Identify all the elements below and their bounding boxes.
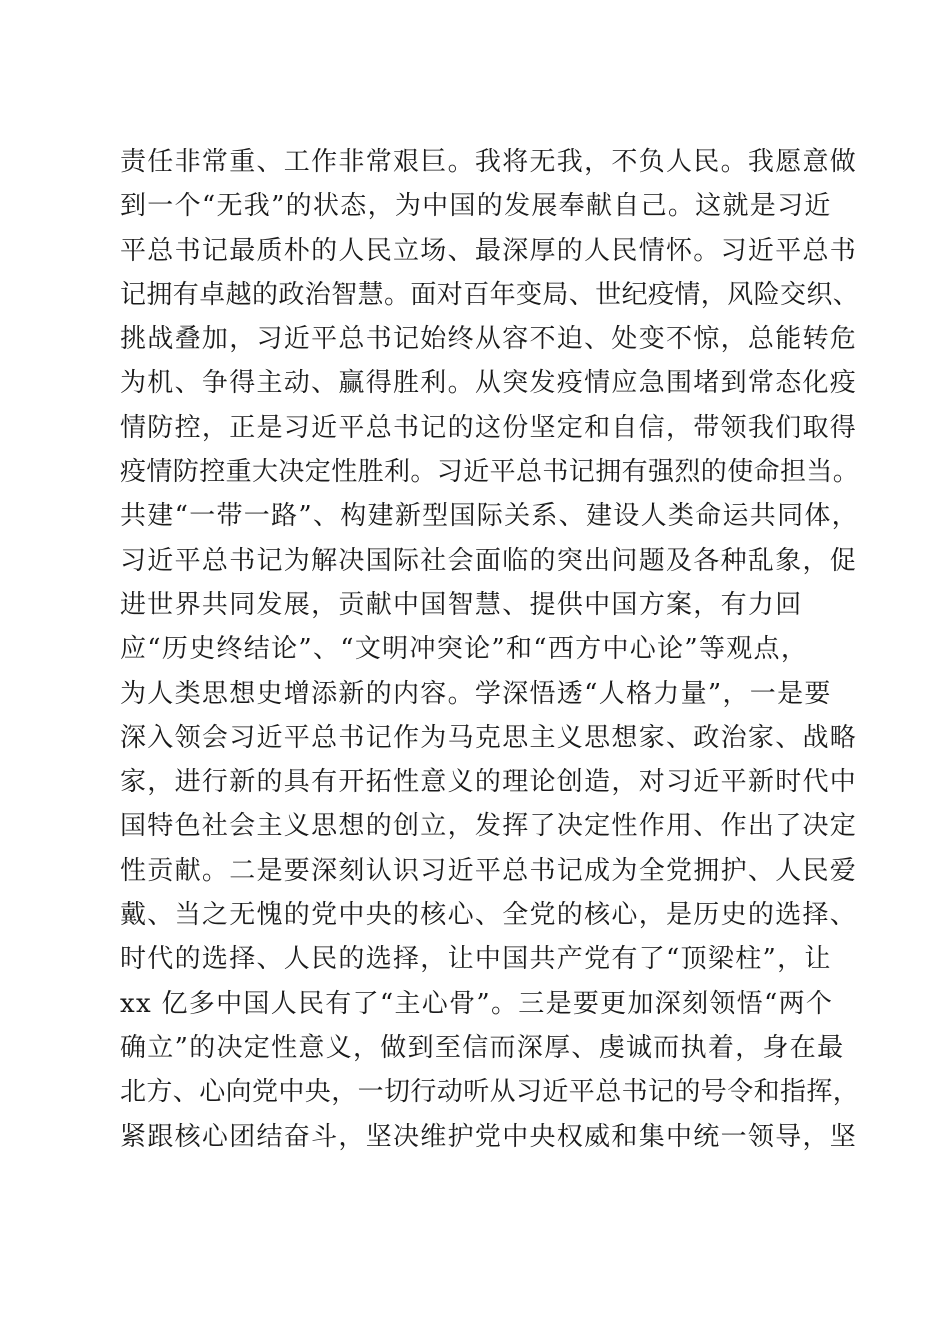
text-line: 北方、心向党中央，一切行动听从习近平总书记的号令和指挥， <box>120 1077 860 1108</box>
text-line: 为人类思想史增添新的内容。学深悟透“人格力量”，一是要 <box>120 678 832 709</box>
text-line: 平总书记最质朴的人民立场、最深厚的人民情怀。习近平总书 <box>120 235 858 266</box>
text-line: 到一个“无我”的状态，为中国的发展奉献自己。这就是习近 <box>120 191 832 222</box>
text-line: 家，进行新的具有开拓性意义的理论创造，对习近平新时代中 <box>120 767 858 798</box>
text-line: 国特色社会主义思想的创立，发挥了决定性作用、作出了决定 <box>120 811 858 842</box>
text-line: 紧跟核心团结奋斗，坚决维护党中央权威和集中统一领导，坚 <box>120 1121 858 1152</box>
text-line: 确立”的决定性意义，做到至信而深厚、虔诚而执着，身在最 <box>120 1032 845 1063</box>
text-line: 情防控，正是习近平总书记的这份坚定和自信，带领我们取得 <box>120 412 858 443</box>
text-line: 深入领会习近平总书记作为马克思主义思想家、政治家、战略 <box>120 722 858 753</box>
text-line: 时代的选择、人民的选择，让中国共产党有了“顶梁柱”，让 <box>120 944 832 975</box>
text-line: 戴、当之无愧的党中央的核心、全党的核心，是历史的选择、 <box>120 900 858 931</box>
text-line: 记拥有卓越的政治智慧。面对百年变局、世纪疫情，风险交织、 <box>120 279 860 310</box>
text-line: 进世界共同发展，贡献中国智慧、提供中国方案，有力回 <box>120 589 803 620</box>
text-line: xx 亿多中国人民有了“主心骨”。三是要更加深刻领悟“两个 <box>120 988 834 1019</box>
text-line: 习近平总书记为解决国际社会面临的突出问题及各种乱象，促 <box>120 545 858 576</box>
text-line: 责任非常重、工作非常艰巨。我将无我，不负人民。我愿意做 <box>120 147 858 177</box>
body-text <box>120 140 860 1159</box>
text-line: 应“历史终结论”、“文明冲突论”和“西方中心论”等观点， <box>120 634 809 665</box>
text-line: 共建“一带一路”、构建新型国际关系、建设人类命运共同体， <box>120 501 859 532</box>
text-line: 挑战叠加，习近平总书记始终从容不迫、处变不惊，总能转危 <box>120 324 858 355</box>
text-line: 疫情防控重大决定性胜利。习近平总书记拥有强烈的使命担当。 <box>120 457 860 488</box>
text-line: 为机、争得主动、赢得胜利。从突发疫情应急围堵到常态化疫 <box>120 368 858 399</box>
text-line: 性贡献。二是要深刻认识习近平总书记成为全党拥护、人民爱 <box>120 855 858 886</box>
